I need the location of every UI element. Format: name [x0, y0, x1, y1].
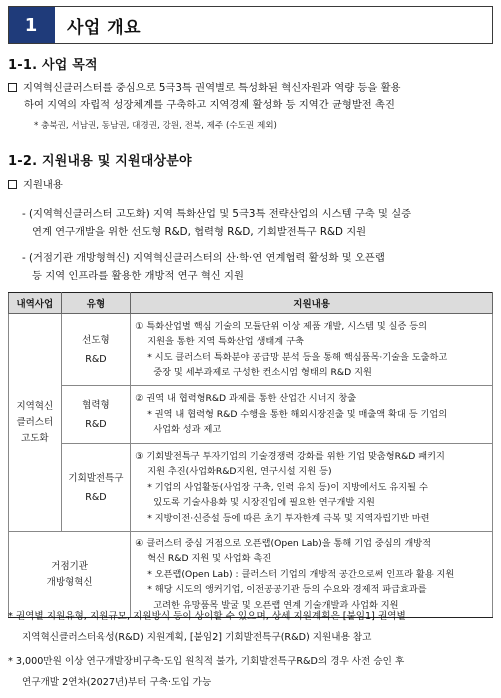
content-line: * 해당 시도의 앵커기업, 이전공공기관 등의 수요와 경제적 파급효과를 [147, 584, 427, 596]
category-line: 개방형혁신 [46, 576, 93, 588]
content-hub [131, 532, 493, 618]
category-cluster [9, 314, 62, 532]
type-cooperative [61, 386, 131, 444]
section-header [8, 6, 493, 44]
purpose-text-1: 지역혁신클러스터를 중심으로 5극3특 권역별로 특성화된 혁신자원과 역량 등을 활용 [23, 82, 401, 94]
content-line: 있도록 기술사용화 및 시장진입에 필요한 연구개발 지원 [153, 497, 375, 509]
content-line: * 오픈랩(Open Lab) : 클러스터 기업의 개방적 공간으로써 인프라 활용 지원 [147, 568, 455, 580]
dash-item-2-line-1: - (거점기관 개방형혁신) 지역혁신클러스터의 산·학·연 연계협력 활성화 및 오픈랩 [22, 252, 385, 264]
type-opportunity [61, 444, 131, 532]
purpose-footnote: * 충북권, 서남권, 동남권, 대경권, 강원, 전북, 제주 (수도권 제외) [34, 121, 277, 131]
content-line: * 권역 내 협력형 R&D 수행을 통한 해외시장진출 및 매출액 확대 등 기업의 [147, 408, 448, 420]
content-line: 사업화 성과 제고 [153, 424, 222, 436]
category-line: 거점기관 [51, 560, 88, 572]
content-line: 중장 및 세부과제로 구성한 컨소시엄 형태의 R&D 지원 [153, 367, 372, 378]
content-line: * 시도 클러스터 특화분야 공급망 분석 등을 통해 핵심품목·기술을 도출하고 [147, 351, 448, 363]
heading-support: 1-2. 지원내용 및 지원대상분야 [8, 154, 192, 169]
table-header-project: 내역사업 [9, 293, 62, 314]
content-line: * 지방이전·신증설 등에 따른 초기 투자한계 극복 및 지역자립기반 마련 [147, 512, 430, 524]
support-label [8, 177, 63, 194]
table-header-content: 지원내용 [131, 293, 493, 314]
checkbox-icon [8, 180, 17, 189]
heading-purpose: 1-1. 사업 목적 [8, 58, 98, 73]
note-2-line-1: * 3,000만원 이상 연구개발장비구축·도입 원칙적 불가, 기회발전특구R&D의 경우 사전 승인 후 [8, 656, 405, 667]
purpose-line-2: 하여 지역의 자립적 성장체계를 구축하고 지역경제 활성화 등 지역간 균형발전 촉진 [24, 99, 395, 111]
type-leading [61, 314, 131, 386]
table-row [9, 532, 493, 618]
purpose-line-1 [8, 80, 400, 97]
type-line: R&D [85, 418, 107, 430]
content-line: 지원을 통한 지역 특화산업 생태계 구축 [147, 336, 304, 347]
type-line: 협력형 [82, 399, 110, 411]
support-label-text: 지원내용 [23, 179, 63, 191]
dash-item-1-line-2: 연계 연구개발을 위한 선도형 R&D, 협력형 R&D, 기회발전특구 R&D 지원 [32, 226, 367, 238]
dash-item-2-line-2: 등 지역 인프라를 활용한 개방적 연구 혁신 지원 [32, 270, 244, 282]
content-opportunity [131, 444, 493, 532]
checkbox-icon [8, 83, 17, 92]
table-header-row [9, 293, 493, 314]
content-cooperative [131, 386, 493, 444]
content-line: ④ 클러스터 중심 거점으로 오픈랩(Open Lab)을 통해 기업 중심의 개방적 [135, 537, 432, 549]
content-line: * 기업의 사업활동(사업장 구축, 인력 유치 등)이 지방에서도 유지될 수 [147, 481, 428, 493]
note-1-line-2: 지역혁신클러스터육성(R&D) 지원계획, [붙임2] 기회발전특구(R&D) 지원내용 참고 [22, 632, 372, 643]
category-line: 클러스터 [16, 416, 54, 428]
type-line: 기회발전특구 [68, 472, 124, 484]
table-row [9, 444, 493, 532]
content-leading [131, 314, 493, 386]
table-header-type: 유형 [61, 293, 131, 314]
table-row [9, 386, 493, 444]
table-row [9, 314, 493, 386]
category-line: 지역혁신 [16, 400, 54, 412]
note-1-line-1: * 권역별 지원유형, 지원규모, 지원방식 등이 상이할 수 있으며, 상세 지원계획은 [붙임1] 권역별 [8, 611, 406, 622]
type-line: 선도형 [82, 334, 110, 346]
dash-item-1-line-1: - (지역혁신클러스터 고도화) 지역 특화산업 및 5극3특 전략산업의 시스템 구축 및 실증 [22, 208, 412, 220]
support-table [8, 292, 493, 618]
category-line: 고도화 [21, 432, 49, 444]
content-line: 고려한 유망품목 발굴 및 오픈랩 연계 기술개발과 사업화 지원 [153, 599, 399, 611]
section-title: 사업 개요 [55, 7, 492, 43]
section-number: 1 [9, 7, 55, 43]
content-line: ② 권역 내 협력형R&D 과제를 통한 산업간 시너지 창출 [135, 393, 357, 405]
type-line: R&D [85, 491, 107, 503]
content-line: 지원 추진(사업화R&D지원, 연구시설 지원 등) [147, 466, 332, 478]
category-hub [9, 532, 131, 618]
content-line: ③ 기회발전특구 투자기업의 기술경쟁력 강화를 위한 기업 맞춤형R&D 패키지 [135, 450, 445, 462]
content-line: 혁신 R&D 지원 및 사업화 촉진 [147, 553, 272, 565]
content-line: ① 특화산업별 핵심 기술의 모듈단위 이상 제품 개발, 시스템 및 실증 등의 [135, 320, 428, 332]
note-2-line-2: 연구개발 2연차(2027년)부터 구축·도입 가능 [22, 677, 212, 688]
type-line: R&D [85, 353, 107, 365]
